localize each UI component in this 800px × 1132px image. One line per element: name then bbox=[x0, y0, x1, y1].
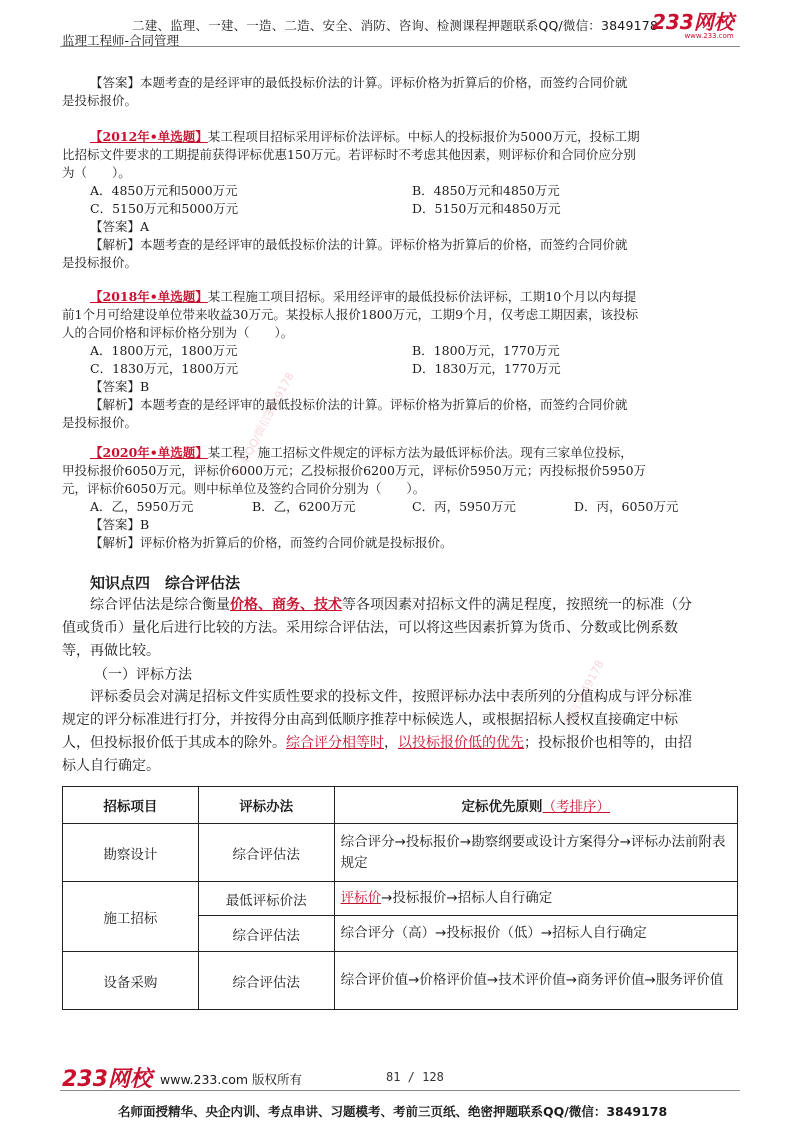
header-subtitle: 监理工程师-合同管理 bbox=[62, 33, 180, 48]
table-header-project: 招标项目 bbox=[63, 787, 199, 824]
section-para1 bbox=[62, 594, 742, 663]
para1-highlight: 价格、商务、技术 bbox=[230, 597, 342, 613]
q2-analysis1: 【解析】本题考查的是经评审的最低投标价法的计算。评标价格为折算后的价格，而签约合同价就 bbox=[90, 397, 628, 412]
para2-highlight2: 以投标报价低的优先 bbox=[398, 735, 524, 751]
cell-project-equipment: 设备采购 bbox=[63, 952, 199, 1010]
q1-option-c: C．5150万元和5000万元 bbox=[90, 201, 239, 216]
para2-b: 规定的评分标准进行打分，并按得分由高到低顺序推荐中标候选人，或根据招标人授权直接确定中标 bbox=[62, 712, 678, 728]
cell-rule-r2 bbox=[334, 882, 737, 916]
q0-answer-text2: 是投标报价。 bbox=[62, 93, 138, 108]
cell-rule-r3: 综合评分（高）→投标报价（低）→招标人自行确定 bbox=[334, 916, 737, 952]
q2-option-c: C．1830万元，1800万元 bbox=[90, 361, 239, 376]
q1-analysis bbox=[62, 236, 742, 272]
q2-analysis2: 是投标报价。 bbox=[62, 415, 138, 430]
sub-title-text: （一）评标方法 bbox=[94, 667, 192, 683]
q1-option-d: D．5150万元和4850万元 bbox=[412, 201, 561, 216]
q1-answer: 【答案】A bbox=[90, 219, 150, 234]
cell-rule-r2-text: →投标报价→招标人自行确定 bbox=[381, 890, 553, 906]
q3-stem1: 某工程，施工招标文件规定的评标方法为最低评标价法。现有三家单位投标， bbox=[207, 445, 633, 460]
cell-method-r3: 综合评估法 bbox=[198, 916, 334, 952]
q3-option-d: D．丙，6050万元 bbox=[574, 499, 679, 514]
para2-c: 人，但投标报价低于其成本的除外。 bbox=[62, 735, 286, 751]
table-header-rule bbox=[334, 787, 737, 824]
q3-stem2: 甲投标报价6050万元，评标价6000万元；乙投标报价6200万元，评标价5950万元；丙投标报价5950万 bbox=[62, 463, 647, 478]
q3-stem bbox=[62, 444, 742, 498]
cell-method-r2: 最低评标价法 bbox=[198, 882, 334, 916]
table-header-rule-text: 定标优先原则 bbox=[461, 799, 543, 815]
para1-c: 值或货币）量化后进行比较的方法。采用综合评估法，可以将这些因素折算为货币、分数或比例系数 bbox=[62, 620, 678, 636]
q2-option-a: A．1800万元，1800万元 bbox=[90, 343, 238, 358]
q0-answer-label: 【答案】 bbox=[90, 75, 141, 90]
header-logo-url: www.233.com bbox=[684, 32, 734, 40]
para2-e: 标人自行确定。 bbox=[62, 758, 160, 774]
q3-option-c: C．丙，5950万元 bbox=[412, 499, 516, 514]
cell-rule-r4: 综合评价值→价格评价值→技术评价值→商务评价值→服务评价值 bbox=[334, 952, 737, 1010]
header-top-line: 二建、监理、一建、一造、二造、安全、消防、咨询、检测课程押题联系QQ/微信：3849178 bbox=[132, 18, 659, 33]
footer-logo: 233网校 bbox=[62, 1067, 152, 1092]
cell-method-r4: 综合评估法 bbox=[198, 952, 334, 1010]
footer-url[interactable]: www.233.com 版权所有 bbox=[160, 1072, 302, 1087]
header-logo-text: 233网校 bbox=[652, 10, 734, 34]
q3-analysis: 【解析】评标价格为折算后的价格，而签约合同价就是投标报价。 bbox=[90, 535, 453, 550]
q2-option-b: B．1800万元，1770万元 bbox=[412, 343, 560, 358]
q2-answer: 【答案】B bbox=[90, 379, 150, 394]
table-header-row bbox=[63, 787, 738, 824]
para1-a: 综合评估法是综合衡量 bbox=[90, 597, 230, 613]
footer-ad: 名师面授精华、央企内训、考点串讲、习题模考、考前三页纸、绝密押题联系QQ/微信：3849178 bbox=[118, 1104, 668, 1119]
q1-analysis1: 【解析】本题考查的是经评审的最低投标价法的计算。评标价格为折算后的价格，而签约合同价就 bbox=[90, 237, 628, 252]
q1-analysis2: 是投标报价。 bbox=[62, 255, 138, 270]
cell-rule-r1: 综合评分→投标报价→勘察纲要或设计方案得分→评标办法前附表规定 bbox=[334, 824, 737, 882]
bid-priority-table bbox=[62, 786, 738, 1010]
q2-stem1: 某工程施工项目招标。采用经评审的最低投标价法评标，工期10个月以内每提 bbox=[207, 289, 637, 304]
page-number: 81 / 128 bbox=[386, 1070, 444, 1084]
cell-method-r1: 综合评估法 bbox=[198, 824, 334, 882]
q3-option-b: B．乙，6200万元 bbox=[252, 499, 356, 514]
table-header-rule-note: （考排序） bbox=[542, 799, 611, 815]
q1-option-b: B．4850万元和4850万元 bbox=[412, 183, 560, 198]
q3-option-a: A．乙，5950万元 bbox=[90, 499, 194, 514]
q2-analysis bbox=[62, 396, 742, 432]
cell-project-survey: 勘察设计 bbox=[63, 824, 199, 882]
table-header-method: 评标办法 bbox=[198, 787, 334, 824]
header-divider bbox=[60, 46, 740, 47]
q2-tag: 【2018年•单选题】 bbox=[90, 289, 208, 304]
para2-a: 评标委员会对满足招标文件实质性要求的投标文件，按照评标办法中表所列的分值构成与评分标准 bbox=[90, 689, 692, 705]
q1-tag: 【2012年•单选题】 bbox=[90, 129, 208, 144]
table-row bbox=[63, 952, 738, 1010]
para1-b: 等各项因素对招标文件的满足程度，按照统一的标准（分 bbox=[342, 597, 692, 613]
para2-comma: ， bbox=[384, 735, 398, 751]
q1-stem1: 某工程项目招标采用评标价法评标。中标人的投标报价为5000万元，投标工期 bbox=[207, 129, 640, 144]
watermark-2: 微信3849178 bbox=[561, 658, 607, 728]
q1-stem2: 比招标文件要求的工期提前获得评标优惠150万元。若评标时不考虑其他因素，则评标价和合同价应分别 bbox=[62, 147, 636, 162]
q0-answer bbox=[62, 74, 742, 110]
table-row bbox=[63, 882, 738, 916]
section-title: 知识点四 综合评估法 bbox=[90, 574, 241, 592]
q0-answer-text: 本题考查的是经评审的最低投标价法的计算。评标价格为折算后的价格，而签约合同价就 bbox=[140, 75, 628, 90]
q1-stem bbox=[62, 128, 742, 182]
table-row bbox=[63, 824, 738, 882]
q2-stem2: 前1个月可给建设单位带来收益30万元。某投标人报价1800万元，工期9个月，仅考虑工期因素，该投标 bbox=[62, 307, 639, 322]
q2-stem3: 人的合同价格和评标价格分别为（ ）。 bbox=[62, 325, 294, 340]
watermark-1: 联系QQ/微信3849178 bbox=[231, 370, 297, 478]
sub-title bbox=[90, 664, 390, 687]
footer-divider bbox=[60, 1090, 740, 1091]
q1-option-a: A．4850万元和5000万元 bbox=[90, 183, 238, 198]
q2-stem bbox=[62, 288, 742, 342]
header-logo bbox=[652, 12, 734, 40]
q3-stem3: 元，评标价6050万元。则中标单位及签约合同价分别为（ ）。 bbox=[62, 481, 426, 496]
q3-tag: 【2020年•单选题】 bbox=[90, 445, 208, 460]
q1-stem3: 为（ ）。 bbox=[62, 165, 131, 180]
cell-project-construction: 施工招标 bbox=[63, 882, 199, 952]
para2-highlight1: 综合评分相等时 bbox=[286, 735, 384, 751]
cell-rule-r2-highlight: 评标价 bbox=[340, 890, 382, 906]
q3-answer: 【答案】B bbox=[90, 517, 150, 532]
para1-d: 等，再做比较。 bbox=[62, 643, 160, 659]
q2-option-d: D．1830万元，1770万元 bbox=[412, 361, 561, 376]
section-para2 bbox=[62, 686, 742, 778]
para2-d: ；投标报价也相等的，由招 bbox=[524, 735, 692, 751]
